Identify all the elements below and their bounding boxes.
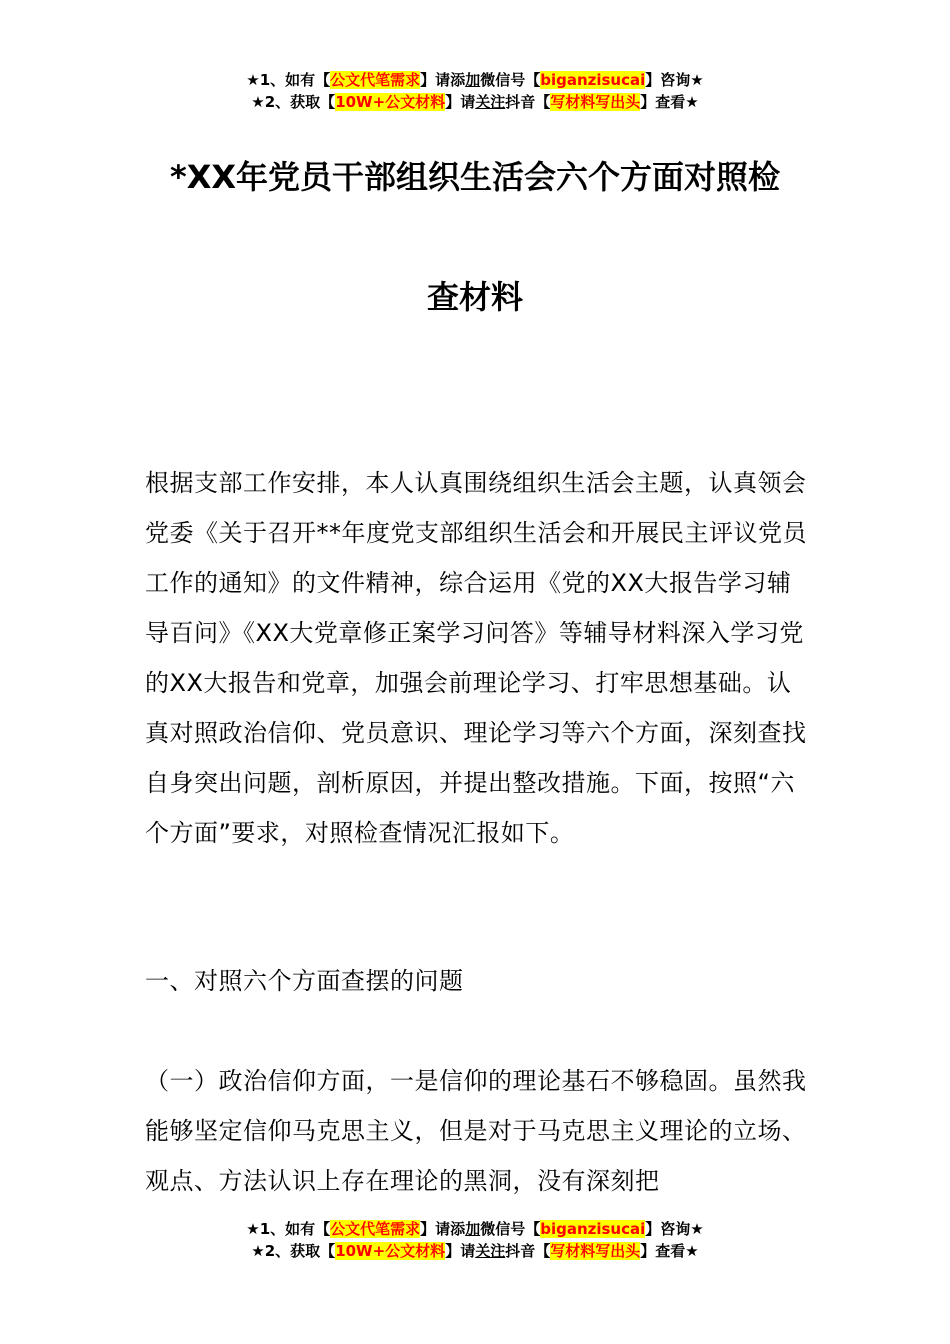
promo-banner-top [0, 69, 950, 113]
section-heading: 一、对照六个方面查摆的问题 [145, 967, 464, 995]
promo-douyin-account: 写材料写出头 [550, 1242, 641, 1260]
promo-banner-bottom [0, 1218, 950, 1262]
promo-highlight: 10W+公文材料 [335, 93, 446, 111]
document-title-line-2: 查材料 [426, 278, 523, 316]
promo-wechat-id: biganzisucai [540, 71, 646, 89]
promo-highlight: 公文代笔需求 [330, 71, 421, 89]
item-paragraph: （一）政治信仰方面，一是信仰的理论基石不够稳固。虽然我能够坚定信仰马克思主义，但是对于马克思主义理论的立场、观点、方法认识上存在理论的黑洞，没有深刻把 [145, 1067, 807, 1195]
promo-highlight: 10W+公文材料 [335, 1242, 446, 1260]
intro-paragraph: 根据支部工作安排，本人认真围绕组织生活会主题，认真领会党委《关于召开**年度党支部组织生活会和开展民主评议党员工作的通知》的文件精神，综合运用《党的XX大报告学习辅导百问》《XX大党章修正案学习问答》等辅导材料深入学习党的XX大报告和党章，加强会前理论学习、打牢思想基础。认真对照政治信仰、党员意识、理论学习等六个方面，深刻查找自身突出问题，剖析原因，并提出整改措施。下面，按照“六个方面”要求，对照检查情况汇报如下。 [145, 469, 807, 847]
promo-line-2: ★2、获取【10W+公文材料】请关注抖音【写材料写出头】查看★ [251, 1242, 699, 1260]
promo-wechat-id: biganzisucai [540, 1220, 646, 1238]
promo-line-1: ★1、如有【公文代笔需求】请添加微信号【biganzisucai】咨询★ [246, 1220, 704, 1238]
document-title-line-1: *XX年党员干部组织生活会六个方面对照检 [169, 158, 781, 196]
promo-douyin-account: 写材料写出头 [550, 93, 641, 111]
promo-line-1: ★1、如有【公文代笔需求】请添加微信号【biganzisucai】咨询★ [246, 71, 704, 89]
promo-line-2: ★2、获取【10W+公文材料】请关注抖音【写材料写出头】查看★ [251, 93, 699, 111]
promo-highlight: 公文代笔需求 [330, 1220, 421, 1238]
